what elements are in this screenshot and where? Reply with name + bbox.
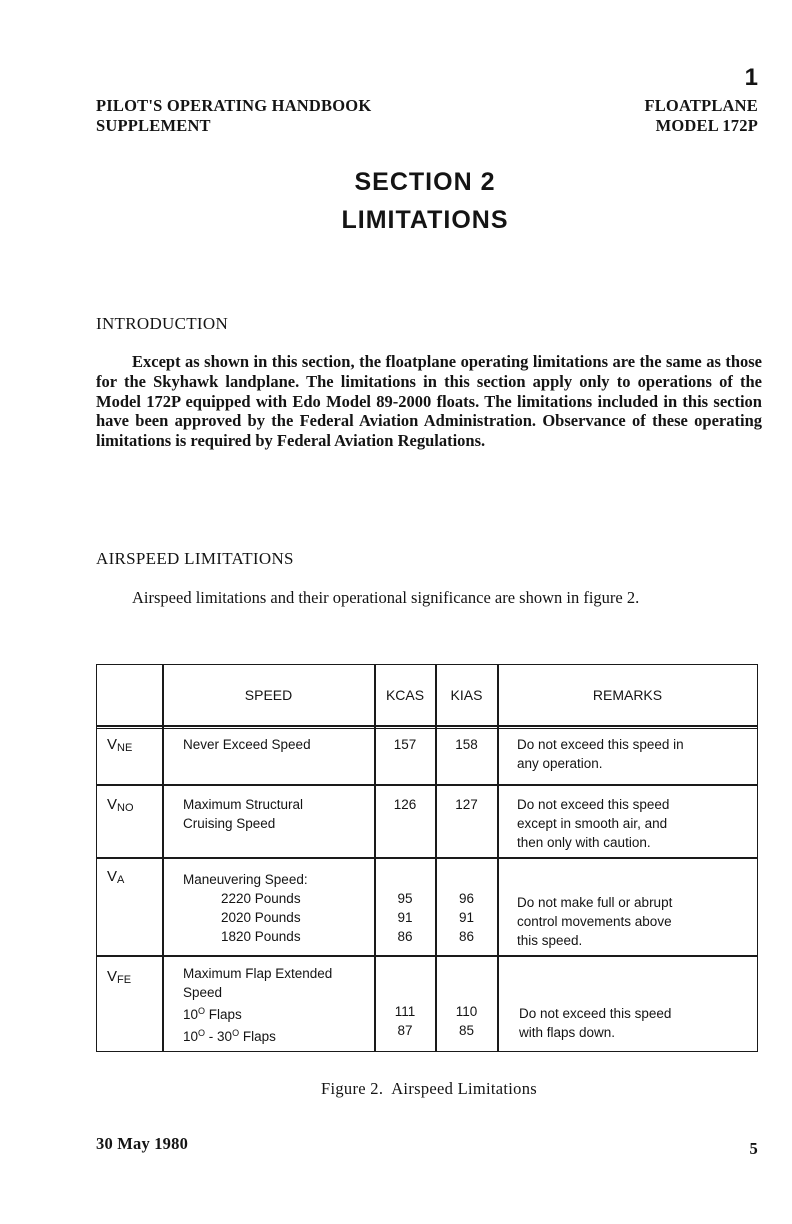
speed-line: Maximum Structural bbox=[183, 797, 304, 812]
table-row-va-remarks bbox=[517, 893, 672, 950]
kcas-value: 91 bbox=[397, 910, 413, 925]
table-row-vfe-kias bbox=[436, 1002, 497, 1040]
kias-value: 96 bbox=[458, 891, 475, 906]
table-row-va-kcas bbox=[375, 889, 435, 946]
table-row-vfe-kcas bbox=[375, 1002, 435, 1040]
table-row-vne-symbol bbox=[107, 735, 132, 758]
table-row-vne-kias bbox=[436, 735, 497, 754]
flap-value: 10 bbox=[183, 1007, 199, 1022]
header-right bbox=[644, 96, 758, 136]
speed-line: Cruising Speed bbox=[183, 816, 276, 831]
table-row-vne-remarks bbox=[517, 735, 684, 773]
kias-value: 85 bbox=[458, 1023, 475, 1038]
table-row-divider bbox=[97, 725, 757, 727]
page-number: 5 bbox=[749, 1139, 758, 1158]
remarks-line: control movements above bbox=[517, 914, 672, 929]
table-row-vno-kias bbox=[436, 795, 497, 814]
flap-label: Flaps bbox=[205, 1007, 242, 1022]
table-row-va-speed bbox=[183, 870, 308, 946]
kias-value: 91 bbox=[458, 910, 475, 925]
header-left bbox=[96, 96, 371, 136]
header-right-line2: MODEL 172P bbox=[655, 116, 758, 135]
flap-value: 10 bbox=[183, 1029, 199, 1044]
section-title: LIMITATIONS bbox=[341, 206, 509, 234]
table-row-vno-speed bbox=[183, 795, 303, 833]
section-number: SECTION 2 bbox=[354, 168, 496, 196]
remarks-line: except in smooth air, and bbox=[517, 816, 668, 831]
kias-value: 158 bbox=[455, 737, 478, 752]
remarks-line: Do not exceed this speed bbox=[519, 1006, 672, 1021]
header-left-line2: SUPPLEMENT bbox=[96, 116, 211, 135]
degree-mark: O bbox=[198, 1028, 206, 1038]
table-row-va-kias bbox=[436, 889, 497, 946]
remarks-line: with flaps down. bbox=[519, 1025, 616, 1040]
table-row-divider bbox=[97, 857, 757, 859]
table-row-divider bbox=[97, 728, 757, 730]
degree-mark: O bbox=[198, 1006, 206, 1016]
table-row-vno-remarks bbox=[517, 795, 669, 852]
kias-value: 127 bbox=[455, 797, 478, 812]
remarks-line: this speed. bbox=[517, 933, 583, 948]
kcas-value: 157 bbox=[393, 737, 417, 752]
kcas-value: 86 bbox=[397, 929, 413, 944]
remarks-line: then only with caution. bbox=[517, 835, 651, 850]
kias-value: 110 bbox=[455, 1004, 478, 1019]
table-row-vfe-remarks bbox=[519, 1004, 671, 1042]
flap-setting-2 bbox=[183, 1024, 332, 1046]
column-header-speed: SPEED bbox=[244, 687, 293, 703]
header-right-line1: FLOATPLANE bbox=[644, 96, 758, 115]
flap-label: Flaps bbox=[239, 1029, 276, 1044]
table-row-vne-kcas bbox=[375, 735, 435, 754]
kcas-value: 95 bbox=[397, 891, 413, 906]
table-row-vne-speed bbox=[183, 735, 311, 754]
airspeed-heading: AIRSPEED LIMITATIONS bbox=[96, 549, 294, 568]
flap-range: - 30 bbox=[205, 1029, 233, 1044]
introduction-heading: INTRODUCTION bbox=[96, 314, 229, 333]
figure-caption: Figure 2. Airspeed Limitations bbox=[321, 1079, 537, 1098]
flap-setting-1 bbox=[183, 1002, 332, 1024]
page-marker: 1 bbox=[744, 64, 758, 91]
footer-date: 30 May 1980 bbox=[96, 1134, 189, 1153]
table-row-vno-symbol bbox=[107, 795, 134, 818]
table-row-vno-kcas bbox=[375, 795, 435, 814]
symbol-subscript: A bbox=[117, 874, 125, 886]
remarks-line: Do not exceed this speed in bbox=[517, 737, 684, 752]
symbol-letter: V bbox=[107, 868, 118, 885]
symbol-letter: V bbox=[107, 968, 118, 985]
symbol-letter: V bbox=[107, 796, 118, 813]
weight-line: 2020 Pounds bbox=[221, 910, 301, 925]
column-header-remarks: REMARKS bbox=[592, 687, 663, 703]
kias-value: 86 bbox=[458, 929, 475, 944]
symbol-subscript: FE bbox=[117, 974, 132, 986]
table-row-va-symbol bbox=[107, 867, 124, 890]
airspeed-paragraph: Airspeed limitations and their operational significance are shown in figure 2. bbox=[132, 588, 640, 607]
kcas-value: 111 bbox=[394, 1004, 416, 1019]
column-header-kias: KIAS bbox=[450, 687, 483, 703]
remarks-line: any operation. bbox=[517, 756, 603, 771]
remarks-line: Do not make full or abrupt bbox=[517, 895, 673, 910]
symbol-letter: V bbox=[107, 736, 118, 753]
table-row-divider bbox=[97, 955, 757, 957]
weight-line: 1820 Pounds bbox=[221, 929, 301, 944]
speed-line: Speed bbox=[183, 985, 223, 1000]
column-header-kcas: KCAS bbox=[385, 687, 425, 703]
table-row-vfe-speed bbox=[183, 964, 332, 1046]
remarks-line: Do not exceed this speed bbox=[517, 797, 670, 812]
header-left-line1: PILOT'S OPERATING HANDBOOK bbox=[96, 96, 372, 115]
kcas-value: 126 bbox=[393, 797, 417, 812]
speed-line: Maneuvering Speed: bbox=[183, 872, 308, 887]
speed-line: Never Exceed Speed bbox=[183, 737, 311, 752]
degree-mark: O bbox=[232, 1028, 240, 1038]
speed-line: Maximum Flap Extended bbox=[183, 966, 333, 981]
airspeed-table bbox=[96, 664, 758, 1052]
table-row-vfe-symbol bbox=[107, 967, 131, 990]
table-row-divider bbox=[97, 784, 757, 786]
symbol-subscript: NE bbox=[117, 742, 133, 754]
introduction-paragraph: Except as shown in this section, the floatplane operating limitations are the same as those for the Skyhawk landplane. The limitations in this section apply only to operations of the Model 172P equipped with Edo Model 89-2000 floats. The limitations included in this section have been approved by the Federal Aviation Administration. Observance of these operating limitations is required by Federal Aviation Regulations. bbox=[96, 352, 762, 451]
weight-line: 2220 Pounds bbox=[221, 891, 301, 906]
kcas-value: 87 bbox=[397, 1023, 413, 1038]
symbol-subscript: NO bbox=[117, 802, 134, 814]
